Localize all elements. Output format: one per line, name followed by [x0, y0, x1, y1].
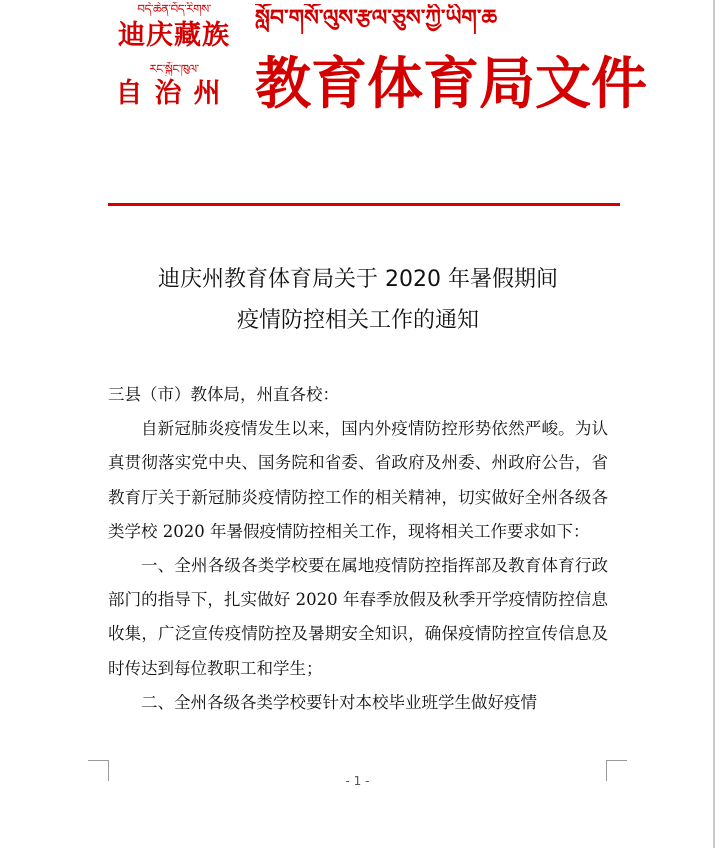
body-paragraph-intro: 自新冠肺炎疫情发生以来，国内外疫情防控形势依然严峻。为认真贯彻落实党中央、国务院和省委、省政府及州委、州政府公告，省教育厅关于新冠肺炎疫情防控工作的相关精神，切实做好全州各级各类学校 2020 年暑假疫情防控相关工作，现将相关工作要求如下： [108, 419, 608, 541]
issuer-tibetan-line2: རང་སྐྱོང་ཁུལ་ [149, 62, 199, 76]
body-paragraph-item2: 二、全州各级各类学校要针对本校毕业班学生做好疫情 [141, 692, 537, 712]
bureau-tibetan-title: སློབ་གསོ་ལུས་རྩལ་ཅུས་ཀྱི་ཡིག་ཆ [255, 6, 498, 31]
document-title-line1: 迪庆州教育体育局关于 2020 年暑假期间 [158, 267, 558, 292]
body-paragraph-item1: 一、全州各级各类学校要在属地疫情防控指挥部及教育体育行政部门的指导下，扎实做好 2020 年春季放假及秋季开学疫情防控信息收集，广泛宣传疫情防控及暑期安全知识，确保疫情防控宣传信息及时传达到每位教职工和学生； [108, 556, 608, 678]
document-title-line2: 疫情防控相关工作的通知 [236, 308, 479, 333]
issuer-tibetan-line1: བདེ་ཆེན་བོད་རིགས་ [137, 2, 211, 16]
header-divider [108, 203, 620, 206]
issuer-line2: 自治州 [115, 78, 233, 109]
bureau-title: 教育体育局文件 [255, 51, 647, 117]
salutation: 三县（市）教体局，州直各校： [108, 385, 339, 404]
page-number: - 1 - [345, 774, 370, 788]
document-body [108, 378, 608, 720]
issuer-line1: 迪庆藏族 [118, 20, 230, 51]
